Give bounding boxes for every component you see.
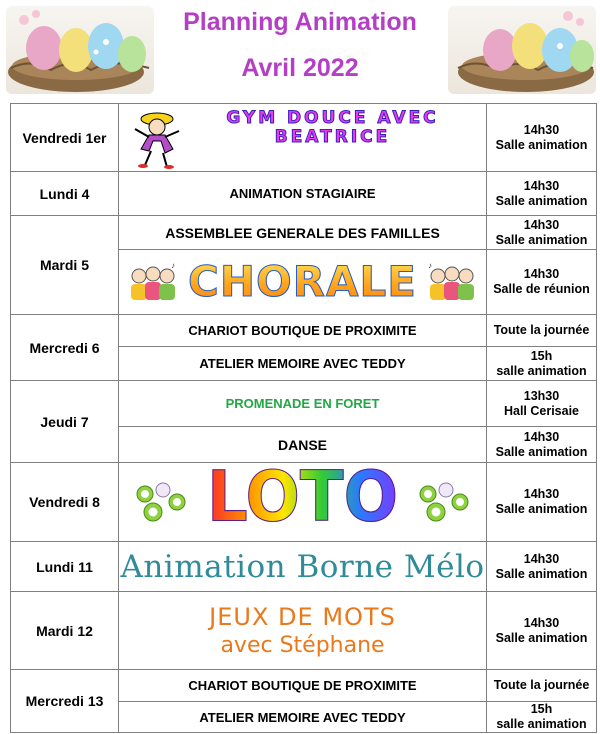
jeux-de-mots-title: JEUX DE MOTS [209, 602, 396, 631]
choir-singers-clipart-icon [127, 262, 179, 302]
day-cell: Mercredi 6 [11, 315, 119, 381]
activity-cell: ANIMATION STAGIAIRE [119, 172, 487, 216]
table-row [11, 172, 597, 216]
activity-cell: CHARIOT BOUTIQUE DE PROXIMITE [119, 670, 487, 702]
time-cell [487, 427, 597, 463]
lottery-balls-icon [133, 480, 189, 524]
time-cell [487, 104, 597, 172]
loto-title: LOTO [207, 463, 398, 536]
time-value: 14h30 [523, 122, 560, 137]
location-value: salle animation [496, 363, 587, 378]
activity-cell [119, 592, 487, 670]
location-value: Salle animation [495, 566, 588, 581]
lottery-balls-icon [416, 480, 472, 524]
location-value: Salle animation [495, 232, 588, 247]
activity-cell [119, 104, 487, 172]
location-value: Salle animation [495, 502, 588, 516]
page-subtitle: Avril 2022 [241, 54, 359, 82]
time-cell [487, 250, 597, 315]
time-cell [487, 172, 597, 216]
time-value: 14h30 [523, 429, 560, 444]
time-cell [487, 216, 597, 250]
page-title: Planning Animation [183, 8, 417, 36]
jeux-de-mots-subtitle: avec Stéphane [220, 632, 385, 658]
time-cell: Toute la journée [487, 315, 597, 347]
time-value: 14h30 [523, 615, 560, 630]
activity-cell [119, 463, 487, 542]
activity-cell: CHARIOT BOUTIQUE DE PROXIMITE [119, 315, 487, 347]
time-value: 14h30 [523, 267, 560, 281]
time-cell [487, 463, 597, 542]
time-cell [487, 381, 597, 427]
time-value: 14h30 [523, 178, 560, 193]
activity-cell: ASSEMBLEE GENERALE DES FAMILLES [119, 216, 487, 250]
time-value: 14h30 [523, 551, 560, 566]
table-row [11, 104, 597, 172]
location-value: Salle animation [495, 193, 588, 208]
activity-cell [119, 250, 487, 315]
easter-eggs-nest-icon [6, 6, 154, 94]
activity-cell: ATELIER MEMOIRE AVEC TEDDY [119, 702, 487, 733]
location-value: Hall Cerisaie [503, 403, 580, 418]
day-cell: Vendredi 1er [11, 104, 119, 172]
table-row [11, 592, 597, 670]
time-cell [487, 702, 597, 733]
day-cell: Lundi 4 [11, 172, 119, 216]
day-cell: Mardi 5 [11, 216, 119, 315]
time-value: 15h [530, 348, 553, 363]
day-cell: Mercredi 13 [11, 670, 119, 733]
location-value: salle animation [496, 717, 587, 731]
location-value: Salle de réunion [493, 282, 590, 296]
time-value: 14h30 [523, 487, 560, 501]
time-cell: Toute la journée [487, 670, 597, 702]
planning-table [10, 103, 597, 733]
day-cell: Lundi 11 [11, 542, 119, 592]
activity-cell: ATELIER MEMOIRE AVEC TEDDY [119, 347, 487, 381]
chorale-title: CHORALE [119, 250, 486, 314]
table-row [11, 216, 597, 250]
table-row [11, 315, 597, 347]
activity-cell: Animation Borne Mélo [119, 542, 487, 592]
time-value: 13h30 [523, 388, 560, 403]
day-cell: Vendredi 8 [11, 463, 119, 542]
activity-cell: DANSE [119, 427, 487, 463]
day-cell: Jeudi 7 [11, 381, 119, 463]
time-cell [487, 347, 597, 381]
time-cell [487, 542, 597, 592]
table-row [11, 463, 597, 542]
table-row [11, 381, 597, 427]
svg-text:♪: ♪ [428, 262, 432, 270]
gym-douce-title: GYM DOUCE AVEC BEATRICE [226, 107, 439, 147]
time-value: 15h [530, 702, 553, 716]
activity-cell: PROMENADE EN FORET [119, 381, 487, 427]
gym-lady-clipart-icon [127, 109, 183, 169]
time-cell [487, 592, 597, 670]
location-value: Salle animation [495, 630, 588, 645]
choir-singers-clipart-icon [426, 262, 478, 302]
time-value: 14h30 [523, 217, 560, 232]
location-value: Salle animation [495, 444, 588, 459]
table-row [11, 542, 597, 592]
location-value: Salle animation [495, 137, 588, 152]
table-row [11, 670, 597, 702]
easter-eggs-nest-icon [448, 6, 596, 94]
svg-text:♪: ♪ [171, 262, 175, 270]
day-cell: Mardi 12 [11, 592, 119, 670]
